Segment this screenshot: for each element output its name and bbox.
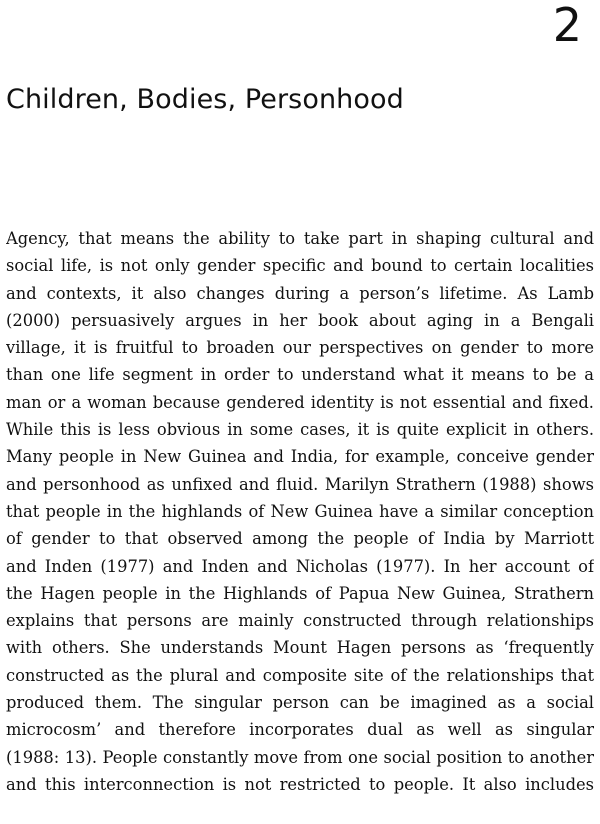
text-line: produced them. The singular person can be imagined as a social — [6, 693, 594, 713]
text-line: man or a woman because gendered identity is not essential and fixed. — [6, 392, 594, 412]
text-line: microcosm’ and therefore incorporates dual as well as singular — [6, 720, 594, 740]
chapter-number: 2 — [552, 0, 582, 52]
text-line: village, it is fruitful to broaden our perspectives on gender to more — [6, 338, 594, 358]
text-line: than one life segment in order to understand what it means to be a — [6, 365, 594, 385]
text-line: While this is less obvious in some cases, it is quite explicit in others. — [6, 420, 594, 440]
body-paragraph — [6, 225, 594, 798]
text-line: (1988: 13). People constantly move from one social position to another — [6, 747, 594, 767]
text-line: and contexts, it also changes during a person’s lifetime. As Lamb — [6, 283, 594, 303]
text-line: that people in the highlands of New Guinea have a similar conception — [6, 501, 594, 521]
text-line: and this interconnection is not restricted to people. It also includes — [6, 774, 594, 794]
text-line: the Hagen people in the Highlands of Papua New Guinea, Strathern — [6, 583, 594, 603]
text-line: with others. She understands Mount Hagen persons as ‘frequently — [6, 638, 594, 658]
text-line: social life, is not only gender specific and bound to certain localities — [6, 256, 594, 276]
text-line: Agency, that means the ability to take part in shaping cultural and — [6, 229, 594, 248]
text-line: and Inden (1977) and Inden and Nicholas (1977). In her account of — [6, 556, 594, 576]
text-line: constructed as the plural and composite site of the relationships that — [6, 665, 594, 685]
text-line: explains that persons are mainly constructed through relationships — [6, 611, 594, 631]
chapter-title: Children, Bodies, Personhood — [6, 84, 404, 115]
text-line: of gender to that observed among the people of India by Marriott — [6, 529, 594, 549]
text-line: Many people in New Guinea and India, for example, conceive gender — [6, 447, 594, 467]
text-line: and personhood as unfixed and fluid. Marilyn Strathern (1988) shows — [6, 474, 594, 494]
text-line: (2000) persuasively argues in her book about aging in a Bengali — [6, 310, 594, 330]
